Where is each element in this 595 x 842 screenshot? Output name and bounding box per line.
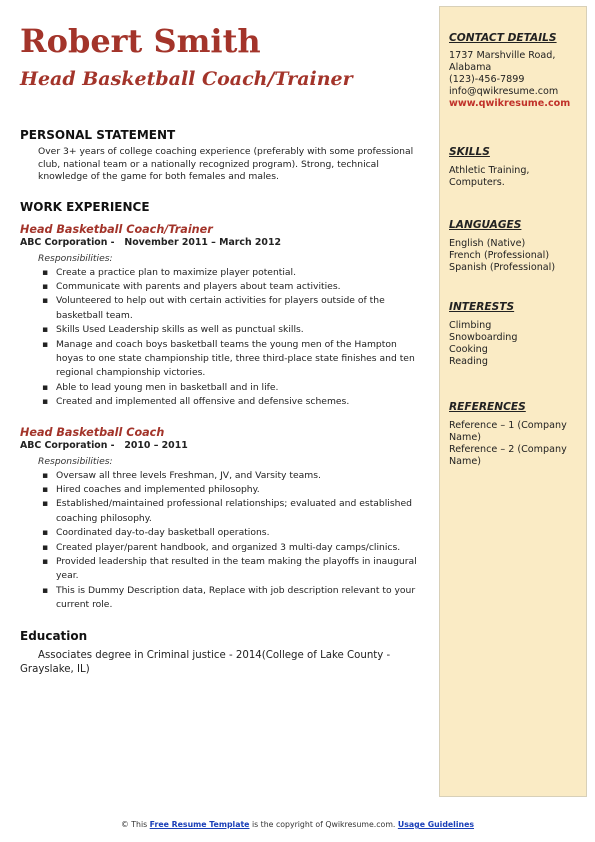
job-bullet: ▪ Created and implemented all offensive and defensive schemes. <box>56 395 420 409</box>
contact-website-link[interactable]: www.qwikresume.com <box>449 98 571 109</box>
candidate-role: Head Basketball Coach/Trainer <box>20 68 353 90</box>
work-experience-heading: WORK EXPERIENCE <box>20 199 150 214</box>
language-item: English (Native) <box>449 238 526 249</box>
personal-statement-heading: PERSONAL STATEMENT <box>20 128 176 142</box>
job-bullet: ▪ Hired coaches and implemented philosophy. <box>56 483 420 497</box>
contact-heading: CONTACT DETAILS <box>449 32 557 44</box>
contact-phone: (123)-456-7899 <box>449 74 525 85</box>
job-bullet: ▪ Created player/parent handbook, and organized 3 multi-day camps/clinics. <box>56 541 420 555</box>
interests-heading: INTERESTS <box>449 301 515 313</box>
references-heading: REFERENCES <box>449 401 526 413</box>
language-item: French (Professional) <box>449 250 550 261</box>
interest-item: Reading <box>449 356 488 367</box>
education-text: Associates degree in Criminal justice - 2014(College of Lake County - Grayslake, IL) <box>20 649 391 675</box>
job-company-line: ABC Corporation - November 2011 – March 2012 <box>20 236 282 248</box>
job-title: Head Basketball Coach <box>20 425 165 439</box>
reference-item: Reference – 1 (Company Name) <box>449 420 567 443</box>
usage-guidelines-link[interactable]: Usage Guidelines <box>397 820 475 829</box>
reference-item: Reference – 2 (Company Name) <box>449 444 567 467</box>
job-title: Head Basketball Coach/Trainer <box>20 222 213 236</box>
interest-item: Snowboarding <box>449 332 518 343</box>
responsibilities-label: Responsibilities: <box>38 252 113 264</box>
skills-heading: SKILLS <box>449 146 490 158</box>
footer <box>0 820 595 829</box>
job-bullet: ▪ Manage and coach boys basketball teams the young men of the Hampton hoyas to one state championship title, three third-place state finishes and ten regional championship victories. <box>56 338 420 381</box>
skills-section <box>449 146 584 189</box>
language-item: Spanish (Professional) <box>449 262 556 273</box>
references-section <box>449 401 584 468</box>
job-company-line: ABC Corporation - 2010 – 2011 <box>20 439 188 451</box>
job-entry <box>20 426 420 613</box>
job-bullet: ▪ Communicate with parents and players about team activities. <box>56 280 420 294</box>
job-bullet: ▪ Able to lead young men in basketball and in life. <box>56 381 420 395</box>
education-section <box>20 629 420 677</box>
contact-email[interactable]: info@qwikresume.com <box>449 86 559 97</box>
job-bullet: ▪ Skills Used Leadership skills as well as punctual skills. <box>56 323 420 337</box>
contact-section <box>449 32 584 110</box>
interests-section <box>449 301 584 368</box>
job-bullets <box>20 469 420 613</box>
interest-item: Climbing <box>449 320 492 331</box>
work-experience-section <box>20 200 420 613</box>
job-bullet: ▪ Oversaw all three levels Freshman, JV, and Varsity teams. <box>56 469 420 483</box>
job-bullets <box>20 266 420 410</box>
job-bullet: ▪ Established/maintained professional relationships; evaluated and established coaching philosophy. <box>56 497 420 526</box>
footer-prefix: © This <box>120 820 150 829</box>
skills-text: Athletic Training, Computers. <box>449 165 530 188</box>
free-resume-template-link[interactable]: Free Resume Template <box>149 820 250 829</box>
job-bullet: ▪ This is Dummy Description data, Replace with job description relevant to your current role. <box>56 584 420 613</box>
main-column <box>20 128 420 677</box>
job-bullet: ▪ Volunteered to help out with certain activities for players outside of the basketball team. <box>56 294 420 323</box>
education-heading: Education <box>20 628 88 643</box>
footer-middle: is the copyright of Qwikresume.com. <box>249 820 398 829</box>
job-bullet: ▪ Provided leadership that resulted in the team making the playoffs in inaugural year. <box>56 555 420 584</box>
personal-statement-section <box>20 128 420 184</box>
languages-heading: LANGUAGES <box>449 219 522 231</box>
contact-address: 1737 Marshville Road, Alabama <box>449 50 556 73</box>
languages-section <box>449 219 584 274</box>
job-bullet: ▪ Create a practice plan to maximize player potential. <box>56 266 420 280</box>
personal-statement-text: Over 3+ years of college coaching experience (preferably with some professional club, national team or a nationally recognized program). Strong, technical knowledge of the game for both females and males. <box>38 146 414 182</box>
responsibilities-label: Responsibilities: <box>38 455 113 467</box>
job-entry <box>20 223 420 410</box>
candidate-name: Robert Smith <box>20 22 261 60</box>
job-bullet: ▪ Coordinated day-to-day basketball operations. <box>56 526 420 540</box>
interest-item: Cooking <box>449 344 488 355</box>
